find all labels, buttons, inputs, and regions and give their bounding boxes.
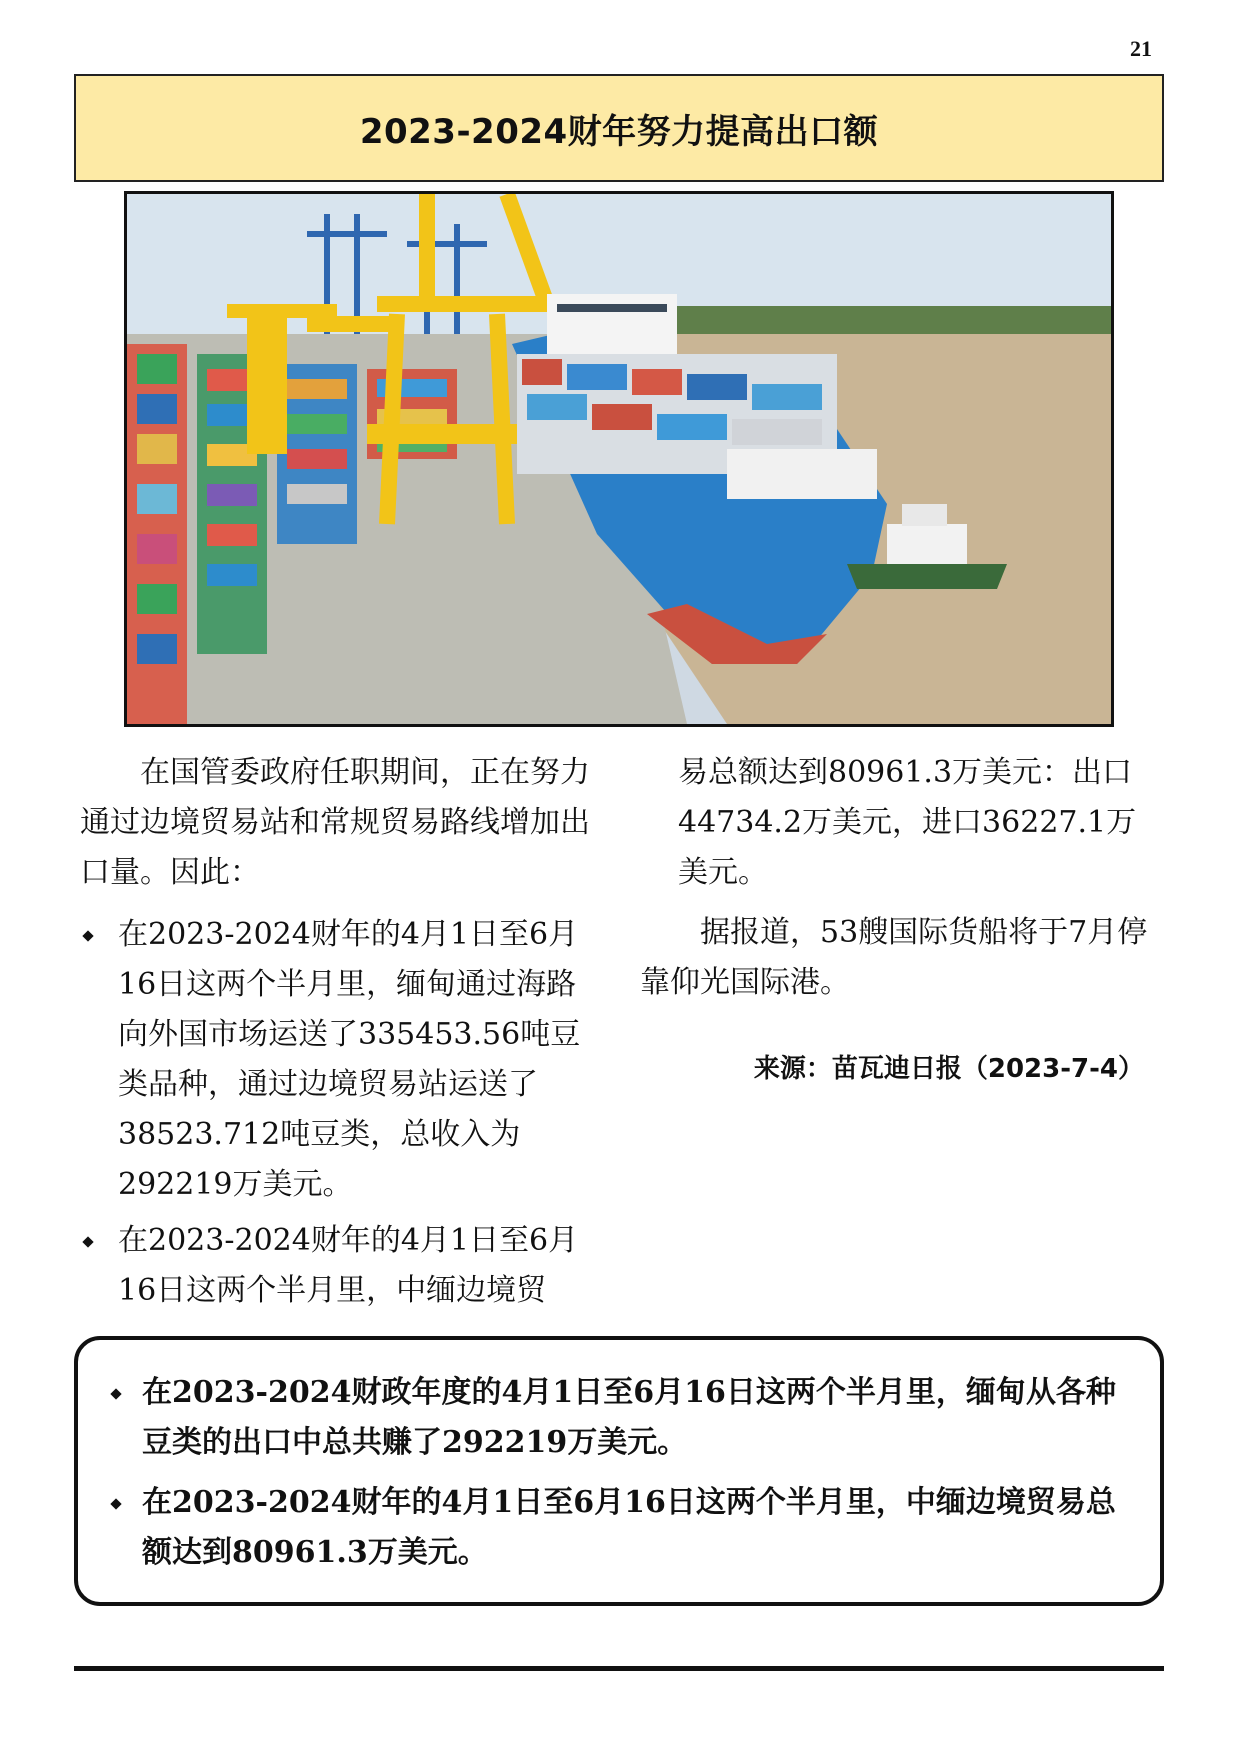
- list-item: [80, 1216, 602, 1316]
- bullet-text: 在2023-2024财年的4月1日至6月16日这两个半月里，缅甸通过海路向外国市场运送了335453.56吨豆类品种，通过边境贸易站运送了38523.712吨豆类，总收入为292219万美元。: [118, 917, 581, 1202]
- continued-bullet-text: 易总额达到80961.3万美元：出口44734.2万美元，进口36227.1万美元。: [678, 755, 1137, 890]
- source-citation: 来源：苗瓦迪日报（2023-7-4）: [753, 1054, 1144, 1084]
- summary-text: 在2023-2024财年的4月1日至6月16日这两个半月里，中缅边境贸易总额达到80961.3万美元。: [142, 1485, 1116, 1570]
- summary-item: [102, 1478, 1136, 1578]
- bullet-text: 在2023-2024财年的4月1日至6月16日这两个半月里，中缅边境贸: [118, 1223, 579, 1308]
- diamond-bullet-icon: [82, 1236, 93, 1247]
- diamond-bullet-icon: [110, 1498, 121, 1509]
- left-bullet-list: [80, 910, 602, 1316]
- footer-divider: [74, 1666, 1164, 1671]
- summary-list: [102, 1368, 1136, 1578]
- page-title: 2023-2024财年努力提高出口额: [359, 111, 879, 152]
- list-item: [80, 910, 602, 1210]
- port-photo: [124, 191, 1114, 727]
- diamond-bullet-icon: [110, 1388, 121, 1399]
- left-column: [80, 748, 602, 1322]
- title-banner: [74, 74, 1164, 182]
- right-column: [640, 748, 1160, 1094]
- diamond-bullet-icon: [82, 930, 93, 941]
- summary-item: [102, 1368, 1136, 1468]
- port-paragraph: 据报道，53艘国际货船将于7月停靠仰光国际港。: [640, 915, 1148, 1000]
- container-port-illustration: [127, 194, 1111, 724]
- page-number: 21: [1130, 36, 1152, 61]
- summary-box: [74, 1336, 1164, 1606]
- intro-paragraph: 在国管委政府任职期间，正在努力通过边境贸易站和常规贸易路线增加出口量。因此：: [80, 755, 590, 890]
- summary-text: 在2023-2024财政年度的4月1日至6月16日这两个半月里，缅甸从各种豆类的出口中总共赚了292219万美元。: [142, 1375, 1116, 1460]
